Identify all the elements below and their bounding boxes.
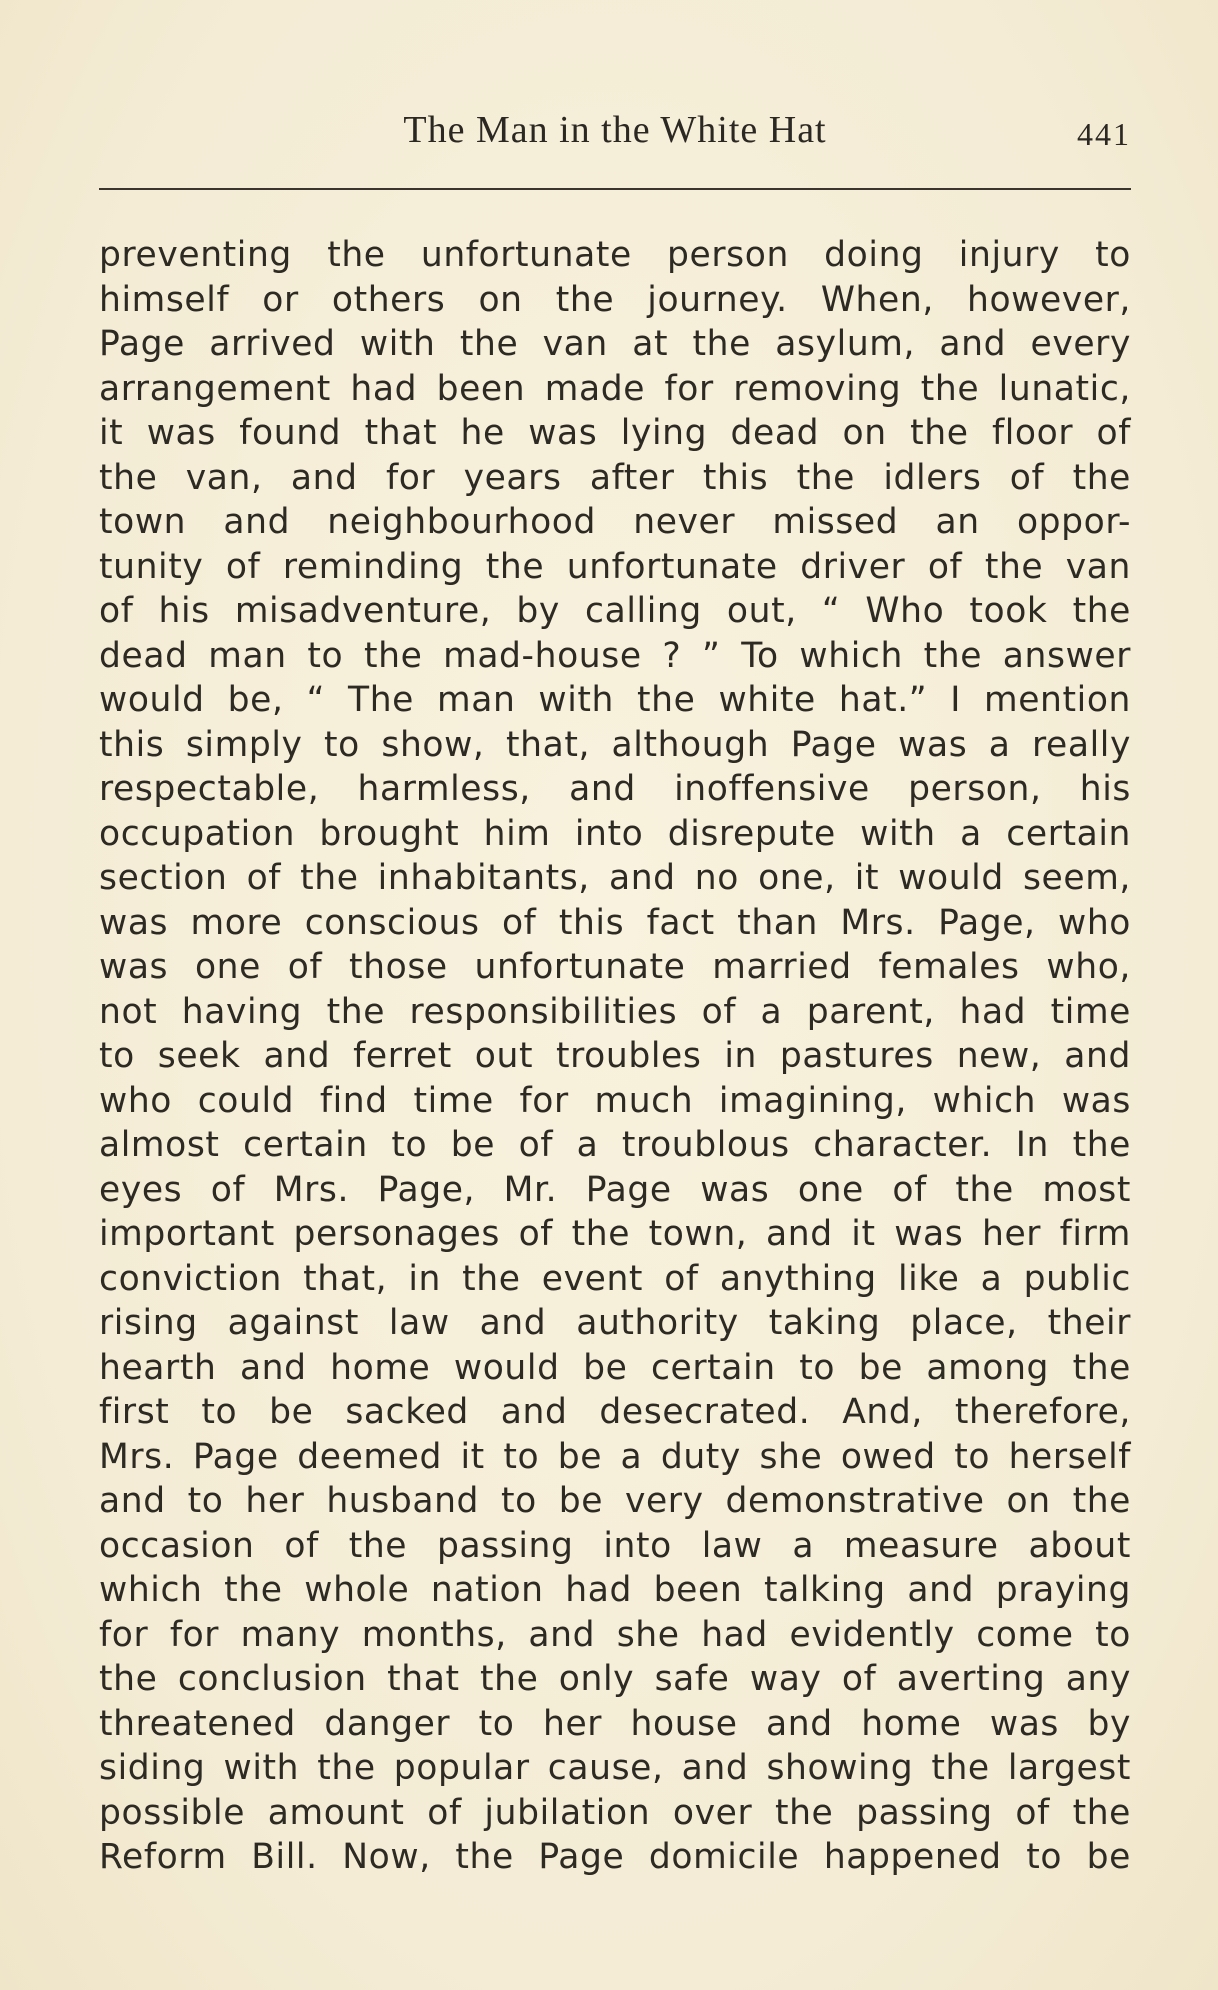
text-line: himself or others on the journey. When, however, (99, 279, 1131, 320)
text-line: respectable, harmless, and inoffensive person, his (99, 769, 1131, 809)
text-line: not having the responsibilities of a parent, had time (99, 991, 1131, 1032)
text-line: town and neighbourhood never missed an oppor- (99, 502, 1131, 542)
text-line: and to her husband to be very demonstrative on the (99, 1481, 1131, 1521)
text-line: first to be sacked and desecrated. And, therefore, (99, 1392, 1131, 1432)
text-line: this simply to show, that, although Page was a really (99, 724, 1131, 765)
text-line: siding with the popular cause, and showing the largest (99, 1748, 1131, 1788)
running-title: The Man in the White Hat (403, 109, 827, 151)
text-line: preventing the unfortunate person doing injury to (99, 235, 1131, 275)
text-line: who could find time for much imagining, which was (99, 1080, 1131, 1121)
text-line: occupation brought him into disrepute with a certain (99, 813, 1131, 854)
text-line: conviction that, in the event of anything like a public (99, 1258, 1131, 1299)
text-line: threatened danger to her house and home was by (99, 1703, 1131, 1744)
text-line: arrangement had been made for removing the lunatic, (99, 368, 1131, 409)
text-line: eyes of Mrs. Page, Mr. Page was one of the most (99, 1169, 1131, 1210)
page-header (99, 108, 1131, 162)
text-line: was one of those unfortunate married females who, (99, 947, 1131, 987)
text-line: the van, and for years after this the idlers of the (99, 457, 1131, 498)
text-line: Page arrived with the van at the asylum, and every (99, 324, 1131, 364)
text-line: it was found that he was lying dead on the floor of (99, 413, 1131, 453)
text-line: Mrs. Page deemed it to be a duty she owed to herself (99, 1436, 1131, 1477)
text-line: which the whole nation had been talking and praying (99, 1570, 1131, 1610)
text-line: important personages of the town, and it was her firm (99, 1214, 1131, 1254)
text-line: possible amount of jubilation over the passing of the (99, 1792, 1131, 1833)
text-line: would be, “ The man with the white hat.” I mention (99, 680, 1131, 720)
text-line: section of the inhabitants, and no one, it would seem, (99, 858, 1131, 898)
text-line: almost certain to be of a troublous character. In the (99, 1125, 1131, 1165)
text-line: was more conscious of this fact than Mrs. Page, who (99, 902, 1131, 943)
text-line: for for many months, and she had evidently come to (99, 1614, 1131, 1655)
text-line: hearth and home would be certain to be among the (99, 1347, 1131, 1388)
text-line: tunity of reminding the unfortunate driver of the van (99, 546, 1131, 587)
page-number: 441 (1077, 116, 1131, 152)
text-line: rising against law and authority taking place, their (99, 1303, 1131, 1343)
text-line: of his misadventure, by calling out, “ Who took the (99, 591, 1131, 631)
text-line: dead man to the mad-house ? ” To which the answer (99, 635, 1131, 676)
body-text (99, 233, 1131, 1880)
text-line: occasion of the passing into law a measure about (99, 1525, 1131, 1566)
header-rule (99, 188, 1131, 190)
text-line: the conclusion that the only safe way of averting any (99, 1659, 1131, 1699)
text-line: Reform Bill. Now, the Page domicile happened to be (99, 1837, 1131, 1877)
text-line: to seek and ferret out troubles in pastures new, and (99, 1036, 1131, 1076)
